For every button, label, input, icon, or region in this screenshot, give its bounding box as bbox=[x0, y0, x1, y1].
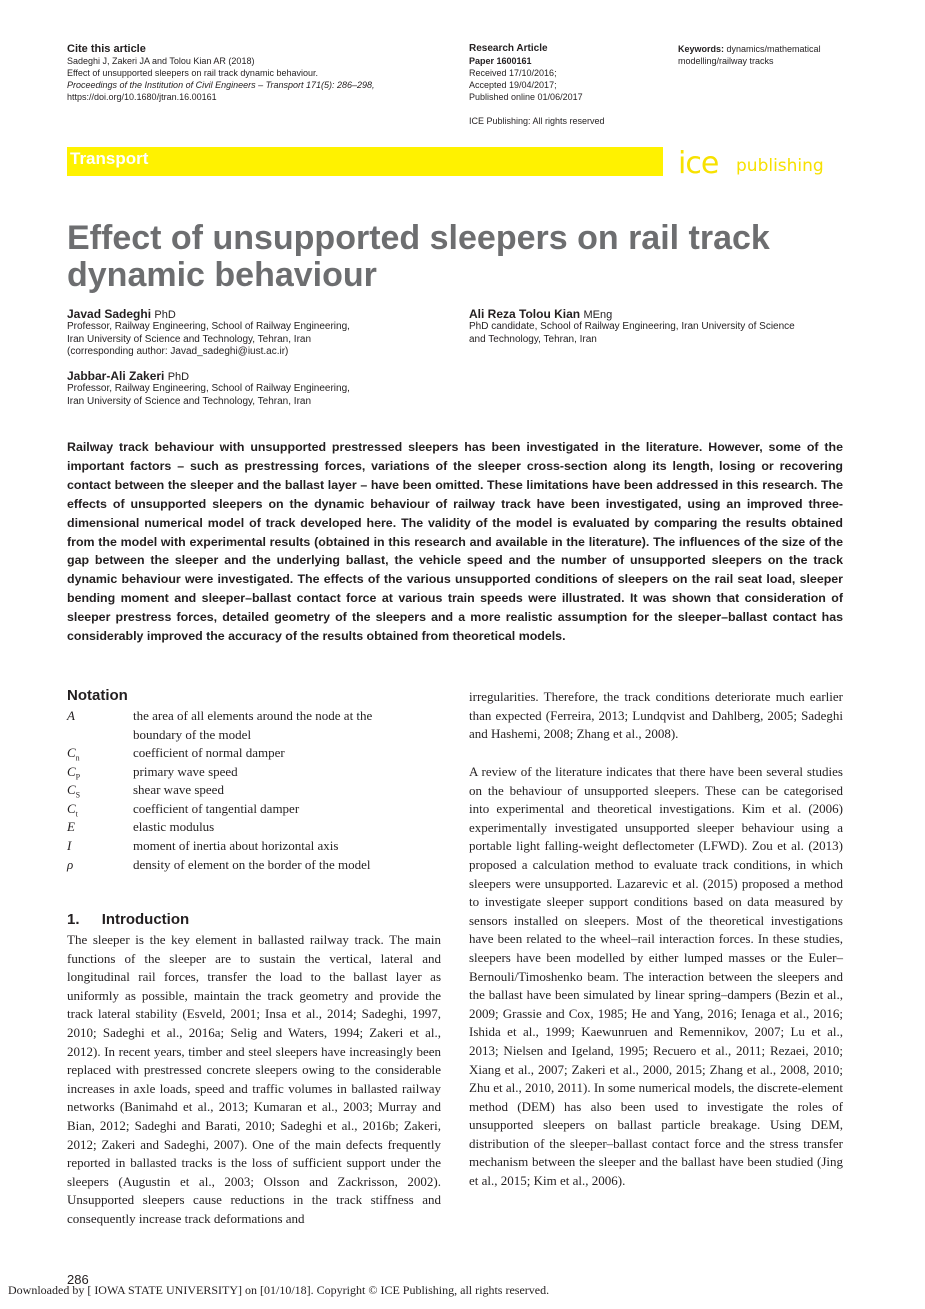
notation-item bbox=[67, 707, 447, 745]
intro-heading bbox=[67, 911, 189, 928]
author-affiliation: Iran University of Science and Technology, Tehran, Iran bbox=[67, 395, 312, 407]
right-paragraph-2: A review of the literature indicates that there have been several studies on the behaviour of unsupported sleepers. These can be categorised into experimental and theoretical investigations. Kim et al. (2006) experimentally investigated unsupported sleeper behaviour using a portable light falling-weight deflectometer (LFWD). Zou et al. (2013) proposed a calculation method to evaluate track conditions, in which sleepers were unsupported. Lazarevic et al. (2015) proposed a method to investigate sleeper support conditions based on data measured by sensors installed on sleepers. Most of the theoretical investigations have been related to the wheel–rail interaction forces. In these studies, sleepers have been modelled by either lumped masses or the Euler–Bernouli/Timoshenko beam. The interaction between the sleepers and the ballast have been simulated by linear spring–dampers (Bezin et al., 2009; Grassie and Cox, 1985; He and Yang, 2016; Ienaga et al., 2016; Ishida et al., 1999; Kaewunruen and Remennikov, 2007; Lu et al., 2013; Nielsen and Igeland, 1995; Recuero et al., 2011; Rezaei, 2010; Xiang et al., 2007; Zakeri et al., 2000, 2015; Zhang et al., 2008, 2010; Zhu et al., 2010, 2011). In some numerical models, the discrete-element method (DEM) has also been used to investigate the roles of unsupported sleepers on ballast particle breakage. Using DEM, distribution of the sleeper–ballast contact force and the stress transfer mechanism between the sleeper and the ballast have been studied (Jing et al., 2015; Kim et al., 2006). bbox=[469, 764, 843, 1189]
paper-number: Paper 1600161 bbox=[469, 56, 532, 66]
keywords-line1: dynamics/mathematical bbox=[726, 44, 821, 54]
keywords-label: Keywords: bbox=[678, 44, 725, 54]
author-affiliation: and Technology, Tehran, Iran bbox=[469, 333, 597, 345]
notation-symbol: C bbox=[67, 764, 76, 779]
author-name: Javad Sadeghi bbox=[67, 307, 152, 321]
page-number: 286 bbox=[67, 1272, 89, 1287]
author-1 bbox=[67, 307, 447, 359]
author-affiliation: Professor, Railway Engineering, School of Railway Engineering, bbox=[67, 383, 350, 394]
abstract: Railway track behaviour with unsupported prestressed sleepers has been investigated in the literature. However, some of the important factors – such as prestressing forces, variations of the sleeper cross-section along its length, losing or recovering contact between the sleeper and the ballast layer – have been omitted. These limitations have been addressed in this research. The effects of unsupported sleepers on the dynamic behaviour of railway track have been investigated, using an improved three-dimensional numerical model of track developed here. The validity of the model is evaluated by comparing the results obtained from the model with experimental results (obtained in this research and available in the literature). The influences of the size of the gap between the sleeper and the underlying ballast, the vehicle speed and the number of unsupported sleepers on the track dynamic behaviour were investigated. The effects of the various unsupported conditions of sleepers on the rail seat load, sleeper bending moment and sleeper–ballast contact force at various train speeds were illustrated. It was shown that consideration of sleeper prestress forces, detailed geometry of the sleepers and a more realistic assumption for the sleeper–ballast contact has considerably improved the accuracy of the results obtained from theoretical models. bbox=[67, 440, 843, 644]
section-title: Introduction bbox=[101, 911, 190, 928]
author-degree: PhD bbox=[167, 371, 190, 383]
notation-description: boundary of the model bbox=[133, 726, 252, 742]
article-info bbox=[469, 43, 659, 127]
title-line2: dynamic behaviour bbox=[67, 256, 377, 294]
notation-description: the area of all elements around the node at the bbox=[133, 708, 373, 723]
citation-heading: Cite this article bbox=[67, 43, 146, 55]
notation-symbol: ρ bbox=[67, 857, 74, 872]
author-name: Ali Reza Tolou Kian bbox=[469, 307, 581, 321]
author-affiliation: Iran University of Science and Technology, Tehran, Iran bbox=[67, 333, 312, 345]
accepted-date: Accepted 19/04/2017; bbox=[469, 80, 557, 90]
author-email: (corresponding author: Javad_sadeghi@iust.ac.ir) bbox=[67, 346, 289, 357]
notation-description: shear wave speed bbox=[133, 782, 224, 797]
received-date: Received 17/10/2016; bbox=[469, 68, 557, 78]
rights-statement: ICE Publishing: All rights reserved bbox=[469, 116, 605, 126]
citation-authors: Sadeghi J, Zakeri JA and Tolou Kian AR (2018) bbox=[67, 56, 255, 66]
author-3 bbox=[469, 307, 849, 346]
notation-description: density of element on the border of the model bbox=[133, 857, 371, 872]
section-label: Transport bbox=[70, 149, 149, 168]
notation-description: elastic modulus bbox=[133, 819, 215, 834]
section-number: 1. bbox=[67, 911, 80, 928]
notation-symbol: I bbox=[67, 838, 72, 853]
keywords-block bbox=[678, 43, 858, 67]
notation-symbol: A bbox=[67, 708, 75, 723]
citation-doi[interactable]: https://doi.org/10.1680/jtran.16.00161 bbox=[67, 92, 217, 102]
author-affiliation: PhD candidate, School of Railway Engineering, Iran University of Science bbox=[469, 321, 795, 332]
published-date: Published online 01/06/2017 bbox=[469, 92, 583, 102]
ice-logo: ice bbox=[678, 146, 719, 181]
author-name: Jabbar-Ali Zakeri bbox=[67, 369, 165, 383]
notation-description: coefficient of tangential damper bbox=[133, 801, 300, 816]
notation-description: coefficient of normal damper bbox=[133, 745, 285, 760]
notation-subscript: n bbox=[75, 753, 80, 763]
article-title bbox=[67, 220, 847, 294]
right-paragraph-1: irregularities. Therefore, the track conditions deteriorate much earlier than expected (Ferreira, 2013; Lundqvist and Dahlberg, 2005; Sadeghi and Hashemi, 2008; Zhang et al., 2008). bbox=[469, 689, 843, 742]
author-affiliation: Professor, Railway Engineering, School of Railway Engineering, bbox=[67, 321, 350, 332]
author-degree: PhD bbox=[154, 309, 176, 321]
publishing-logo: publishing bbox=[736, 156, 824, 176]
article-type: Research Article bbox=[469, 43, 548, 54]
notation-subscript: S bbox=[75, 790, 81, 800]
download-footer: Downloaded by [ IOWA STATE UNIVERSITY] on [01/10/18]. Copyright © ICE Publishing, all rights reserved. bbox=[8, 1283, 550, 1297]
citation-journal: Proceedings of the Institution of Civil Engineers – Transport 171(5): 286–298, bbox=[67, 80, 375, 90]
author-degree: MEng bbox=[583, 309, 613, 321]
notation-subscript: P bbox=[75, 772, 81, 782]
citation-block bbox=[67, 43, 447, 103]
section-band bbox=[67, 147, 663, 176]
notation-symbol: C bbox=[67, 782, 76, 797]
notation-description: primary wave speed bbox=[133, 764, 238, 779]
intro-paragraph: The sleeper is the key element in ballasted railway track. The main functions of the sleeper are to sustain the vertical, lateral and longitudinal rail forces, transfer the load to the ballast layer as uniformly as possible, maintain the track geometry and provide the track lateral stability (Esveld, 2001; Insa et al., 2014; Sadeghi, 1997, 2010; Sadeghi et al., 2016a; Selig and Waters, 1994; Zakeri et al., 2012). In recent years, timber and steel sleepers have increasingly been replaced with prestressed concrete sleepers owing to the considerable increases in axle loads, speed and traffic volumes in ballasted railway networks (Banimahd et al., 2013; Kumaran et al., 2003; Murray and Bian, 2012; Sadeghi and Barati, 2010; Sadeghi et al., 2016b; Zakeri, 2012; Zakeri and Sadeghi, 2007). One of the main defects frequently reported in ballasted tracks is the loss of sufficient support under the sleepers (Augustin et al., 2003; Olsson and Zackrisson, 2002). Unsupported sleepers cause reductions in the track stiffness and consequently increase track deformations and bbox=[67, 932, 441, 1226]
notation-symbol: E bbox=[67, 819, 75, 834]
author-2 bbox=[67, 369, 447, 408]
notation-subscript: t bbox=[75, 809, 78, 819]
title-line1: Effect of unsupported sleepers on rail track bbox=[67, 219, 770, 257]
notation-heading: Notation bbox=[67, 687, 128, 704]
notation-symbol: C bbox=[67, 745, 76, 760]
citation-title: Effect of unsupported sleepers on rail track dynamic behaviour. bbox=[67, 68, 318, 78]
notation-description: moment of inertia about horizontal axis bbox=[133, 838, 339, 853]
keywords-line2: modelling/railway tracks bbox=[678, 56, 774, 66]
notation-symbol: C bbox=[67, 801, 76, 816]
